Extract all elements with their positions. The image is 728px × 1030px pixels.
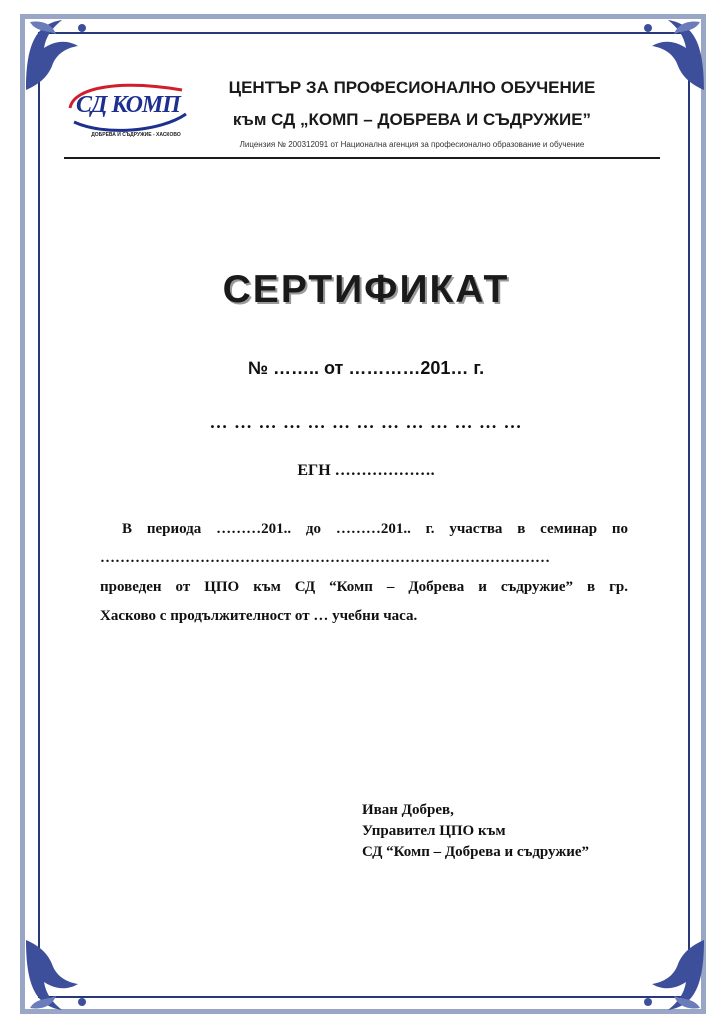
certificate-title: СЕРТИФИКАТ [222, 268, 510, 311]
header-license: Лицензия № 200312091 от Национална агенция за професионално образование и обучение [239, 140, 585, 149]
signatory-name: Иван Добрев, [362, 802, 454, 818]
header-divider [64, 157, 660, 159]
body-line: ……………………………………………………………………………… [100, 550, 550, 566]
signature-block [362, 800, 662, 863]
company-logo [64, 78, 192, 142]
certificate-body [100, 515, 628, 631]
recipient-name-placeholder: … … … … … … … … … … … … … [209, 412, 523, 432]
corner-ornament-icon [628, 936, 708, 1016]
corner-ornament-icon [22, 936, 102, 1016]
header-company: към СД „КОМП – ДОБРЕВА И СЪДРУЖИЕ” [232, 110, 592, 129]
corner-ornament-icon [628, 14, 708, 94]
body-line: проведен от ЦПО към СД “Комп – Добрева и съдружие” в гр. [100, 579, 628, 595]
logo-text: СД КОМП [76, 92, 180, 118]
signatory-company: СД “Комп – Добрева и съдружие” [362, 844, 590, 860]
certificate-number-line: № …….. от …………201… г. [247, 358, 485, 378]
logo-subtitle: ДОБРЕВА И СЪДРУЖИЕ - ХАСКОВО [91, 132, 181, 138]
body-line: В периода ………201.. до ………201.. г. участва в семинар по [122, 521, 628, 537]
egn-line: ЕГН ………………. [297, 462, 435, 479]
header-organization: ЦЕНТЪР ЗА ПРОФЕСИОНАЛНО ОБУЧЕНИЕ [228, 78, 596, 97]
body-line: Хасково с продължителност от … учебни часа. [100, 608, 418, 624]
signatory-role: Управител ЦПО към [362, 823, 506, 839]
